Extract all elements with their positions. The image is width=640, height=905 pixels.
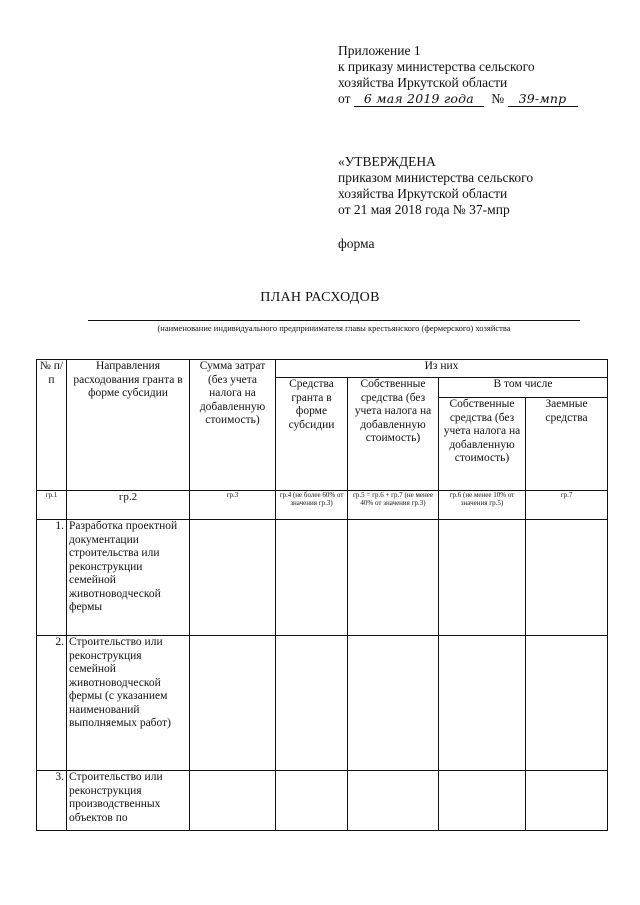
from-label: от bbox=[338, 91, 351, 106]
row-number: 1. bbox=[37, 520, 67, 636]
header-sum: Сумма затрат (без учета налога на добавленную стоимость) bbox=[190, 360, 276, 491]
empty-cell bbox=[439, 636, 526, 771]
row-number: 3. bbox=[37, 771, 67, 831]
empty-cell bbox=[190, 771, 276, 831]
empty-cell bbox=[526, 771, 608, 831]
appendix-ministry-line: хозяйства Иркутской области bbox=[338, 75, 508, 90]
approved-heading: «УТВЕРЖДЕНА bbox=[338, 154, 436, 169]
header-num: № п/п bbox=[37, 360, 67, 491]
header-grant: Средства гранта в форме субсидии bbox=[276, 378, 348, 491]
handwritten-date: 6 мая 2019 года bbox=[354, 92, 484, 107]
group-cell: гр.6 (не менее 10% от значения гр.5) bbox=[439, 491, 526, 520]
empty-cell bbox=[526, 520, 608, 636]
empty-cell bbox=[348, 771, 439, 831]
appendix-block bbox=[338, 43, 578, 107]
empty-cell bbox=[348, 520, 439, 636]
empty-cell bbox=[439, 520, 526, 636]
handwritten-number: 39-мпр bbox=[508, 92, 578, 107]
row-direction: Строительство или реконструкция семейной животноводческой фермы (с указанием наименований выполняемых работ) bbox=[67, 636, 190, 771]
group-cell: гр.4 (не более 60% от значения гр.3) bbox=[276, 491, 348, 520]
row-direction: Строительство или реконструкция производственных объектов по bbox=[67, 771, 190, 831]
empty-cell bbox=[526, 636, 608, 771]
table-row bbox=[37, 771, 608, 831]
row-direction: Разработка проектной документации строительства или реконструкции семейной животноводческой фермы bbox=[67, 520, 190, 636]
empty-cell bbox=[276, 520, 348, 636]
empty-cell bbox=[348, 636, 439, 771]
approved-date-line: от 21 мая 2018 года № 37-мпр bbox=[338, 202, 510, 217]
header-including: В том числе bbox=[439, 378, 608, 398]
empty-cell bbox=[190, 520, 276, 636]
header-own: Собственные средства (без учета налога на добавленную стоимость) bbox=[348, 378, 439, 491]
empty-cell bbox=[439, 771, 526, 831]
empty-cell bbox=[190, 636, 276, 771]
table-row bbox=[37, 520, 608, 636]
empty-cell bbox=[276, 771, 348, 831]
group-cell: гр.7 bbox=[526, 491, 608, 520]
group-cell: гр.5 = гр.6 + гр.7 (не менее 40% от значения гр.3) bbox=[348, 491, 439, 520]
name-underline bbox=[88, 320, 580, 321]
header-direction: Направления расходования гранта в форме субсидии bbox=[67, 360, 190, 491]
expense-plan-table bbox=[36, 359, 608, 831]
number-label: № bbox=[491, 91, 505, 106]
group-cell: гр.3 bbox=[190, 491, 276, 520]
header-own-sub: Собственные средства (без учета налога на добавленную стоимость) bbox=[439, 398, 526, 491]
appendix-title: Приложение 1 bbox=[338, 43, 421, 58]
approved-ministry-line: хозяйства Иркутской области bbox=[338, 186, 508, 201]
approved-order-line: приказом министерства сельского bbox=[338, 170, 534, 185]
group-cell: гр.2 bbox=[67, 491, 190, 520]
page-title: ПЛАН РАСХОДОВ bbox=[260, 290, 380, 305]
group-cell: гр.1 bbox=[37, 491, 67, 520]
appendix-order-line: к приказу министерства сельского bbox=[338, 59, 535, 74]
approved-block bbox=[338, 154, 533, 218]
table-row bbox=[37, 636, 608, 771]
empty-cell bbox=[276, 636, 348, 771]
name-caption: (наименование индивидуального предпринимателя главы крестьянского (фермерского) хозяйства bbox=[157, 323, 511, 333]
row-number: 2. bbox=[37, 636, 67, 771]
header-loan: Заемные средства bbox=[526, 398, 608, 491]
form-label: форма bbox=[338, 236, 375, 251]
appendix-date-line bbox=[338, 91, 578, 107]
header-of-them: Из них bbox=[276, 360, 608, 378]
